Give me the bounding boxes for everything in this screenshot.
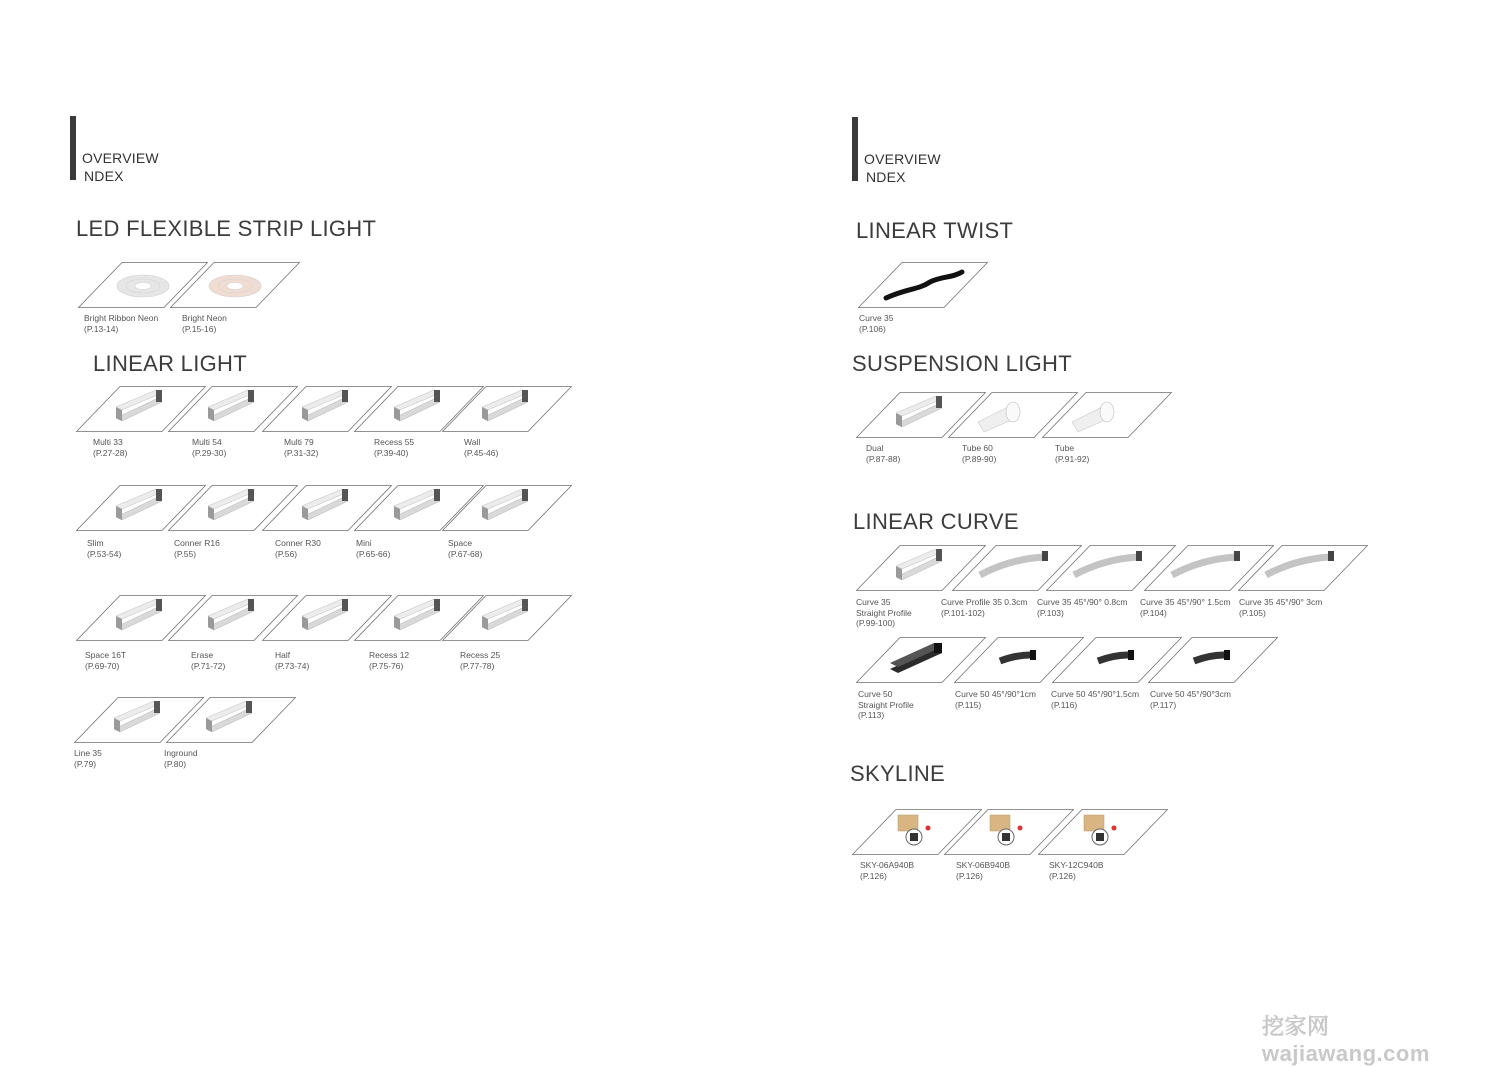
product-name: Bright Ribbon Neon xyxy=(84,313,159,323)
product-caption xyxy=(356,538,390,559)
product-caption xyxy=(1055,443,1089,464)
product-pages: (P.45-46) xyxy=(464,447,499,458)
product-name: Curve 35 45°/90° 1.5cm xyxy=(1140,597,1231,607)
product-name: Conner R16 xyxy=(174,538,220,548)
product-name: Inground xyxy=(164,748,198,758)
section-title-linear-curve: LINEAR CURVE xyxy=(853,509,1019,534)
product-tile xyxy=(170,262,300,308)
product-name: Multi 54 xyxy=(192,437,222,447)
product-caption xyxy=(460,650,500,671)
product-name: Tube 60 xyxy=(962,443,993,453)
product-caption xyxy=(284,437,318,458)
product-pages: (P.117) xyxy=(1150,699,1177,710)
product-pages: (P.79) xyxy=(74,758,97,769)
product-caption xyxy=(369,650,409,671)
product-name: Space xyxy=(448,538,473,548)
product-caption xyxy=(448,538,482,559)
product-pages: (P.56) xyxy=(275,548,298,559)
product-pages: (P.103) xyxy=(1037,607,1064,618)
product-caption xyxy=(941,597,1027,618)
product-caption xyxy=(1239,597,1322,618)
product-caption xyxy=(860,860,914,881)
product-pages: (P.104) xyxy=(1140,607,1167,618)
product-pages: (P.126) xyxy=(1049,870,1076,881)
coil-warm-icon xyxy=(209,275,261,297)
product-name: Curve 35 xyxy=(856,597,891,607)
product-tile-frame xyxy=(166,697,296,743)
product-caption xyxy=(962,443,996,464)
product-caption xyxy=(858,689,914,721)
product-name: Curve 50 45°/90°1cm xyxy=(955,689,1036,699)
product-tile-frame xyxy=(1238,545,1368,591)
product-name: Line 35 xyxy=(74,748,102,758)
product-pages: (P.99-100) xyxy=(856,618,896,628)
product-name: SKY-12C940B xyxy=(1049,860,1104,870)
product-caption xyxy=(174,538,220,559)
product-tile-frame xyxy=(442,386,572,432)
tile-outline xyxy=(1239,546,1368,591)
product-name: Curve 50 45°/90°1.5cm xyxy=(1051,689,1140,699)
product-pages: (P.126) xyxy=(860,870,887,881)
product-pages: (P.116) xyxy=(1051,699,1078,710)
product-pages: (P.39-40) xyxy=(374,447,409,458)
product-name: SKY-06A940B xyxy=(860,860,915,870)
watermark: 挖家网 wajiawang.com xyxy=(1262,1014,1430,1066)
section-title-linear-twist: LINEAR TWIST xyxy=(856,218,1014,243)
product-pages: (P.67-68) xyxy=(448,548,483,559)
product-tile-frame xyxy=(1038,809,1168,855)
product-pages: (P.75-76) xyxy=(369,660,404,671)
product-caption xyxy=(859,313,894,334)
product-pages: (P.71-72) xyxy=(191,660,226,671)
product-tile-frame xyxy=(442,485,572,531)
product-pages: (P.91-92) xyxy=(1055,453,1090,464)
section-title-suspension-light: SUSPENSION LIGHT xyxy=(852,351,1072,376)
product-tile xyxy=(1042,392,1172,438)
product-caption xyxy=(275,538,321,559)
product-name: Curve 35 xyxy=(859,313,894,323)
product-name: Curve 35 45°/90° 0.8cm xyxy=(1037,597,1128,607)
product-tile-frame xyxy=(170,262,300,308)
product-pages: (P.126) xyxy=(956,870,983,881)
section-title-led-flexible: LED FLEXIBLE STRIP LIGHT xyxy=(76,216,377,241)
product-caption xyxy=(464,437,498,458)
product-caption xyxy=(1049,860,1104,881)
product-pages: (P.101-102) xyxy=(941,607,985,618)
product-name: Wall xyxy=(464,437,481,447)
product-name: Mini xyxy=(356,538,372,548)
product-caption xyxy=(1037,597,1127,618)
product-pages: (P.73-74) xyxy=(275,660,310,671)
product-caption xyxy=(192,437,226,458)
product-caption xyxy=(275,650,309,671)
overview-header xyxy=(864,150,941,186)
product-name: Multi 33 xyxy=(93,437,123,447)
product-name: Tube xyxy=(1055,443,1075,453)
coil-icon xyxy=(117,275,169,297)
product-caption xyxy=(866,443,900,464)
product-pages: (P.27-28) xyxy=(93,447,128,458)
product-tile-frame xyxy=(1042,392,1172,438)
product-pages: (P.31-32) xyxy=(284,447,319,458)
product-caption xyxy=(956,860,1010,881)
product-pages: (P.69-70) xyxy=(85,660,120,671)
product-pages: (P.80) xyxy=(164,758,187,769)
product-tile xyxy=(1238,545,1368,591)
product-caption xyxy=(955,689,1036,710)
product-pages: (P.105) xyxy=(1239,607,1266,618)
product-tile xyxy=(442,485,572,531)
product-name: Slim xyxy=(87,538,104,548)
product-name: Bright Neon xyxy=(182,313,227,323)
product-tile-frame xyxy=(1148,637,1278,683)
product-pages: (P.89-90) xyxy=(962,453,997,464)
product-caption xyxy=(87,538,121,559)
product-pages: (P.13-14) xyxy=(84,323,119,334)
product-caption xyxy=(191,650,225,671)
product-caption xyxy=(85,650,126,671)
product-pages: (P.113) xyxy=(858,710,885,720)
product-pages: (P.77-78) xyxy=(460,660,495,671)
product-tile xyxy=(858,262,988,308)
product-subtitle: Straight Profile xyxy=(858,699,914,710)
product-pages: (P.87-88) xyxy=(866,453,901,464)
product-name: Conner R30 xyxy=(275,538,321,548)
product-pages: (P.65-66) xyxy=(356,548,391,559)
product-name: Erase xyxy=(191,650,214,660)
product-name: Recess 25 xyxy=(460,650,501,660)
header-line2: NDEX xyxy=(866,169,906,185)
product-name: Dual xyxy=(866,443,884,453)
product-caption xyxy=(182,313,227,334)
product-name: Space 16T xyxy=(85,650,127,660)
product-tile-frame xyxy=(442,595,572,641)
tile-outline xyxy=(1149,638,1278,683)
product-caption xyxy=(74,748,102,769)
product-caption xyxy=(374,437,414,458)
product-name: Multi 79 xyxy=(284,437,314,447)
product-name: Curve 35 45°/90° 3cm xyxy=(1239,597,1323,607)
product-name: Curve Profile 35 0.3cm xyxy=(941,597,1028,607)
product-name: SKY-06B940B xyxy=(956,860,1011,870)
product-name: Half xyxy=(275,650,291,660)
product-subtitle: Straight Profile xyxy=(856,607,912,618)
product-pages: (P.15-16) xyxy=(182,323,217,334)
product-tile xyxy=(442,386,572,432)
product-name: Curve 50 45°/90°3cm xyxy=(1150,689,1231,699)
product-caption xyxy=(84,313,158,334)
product-name: Curve 50 xyxy=(858,689,893,699)
product-pages: (P.106) xyxy=(859,323,886,334)
product-tile xyxy=(1148,637,1278,683)
header-bar xyxy=(70,116,76,180)
product-caption xyxy=(93,437,127,458)
header-line1: OVERVIEW xyxy=(864,151,941,167)
product-name: Recess 12 xyxy=(369,650,410,660)
product-pages: (P.115) xyxy=(955,699,982,710)
product-tile xyxy=(166,697,296,743)
overview-header xyxy=(82,149,159,185)
product-caption xyxy=(1051,689,1139,710)
product-pages: (P.55) xyxy=(174,548,197,559)
product-pages: (P.29-30) xyxy=(192,447,227,458)
product-pages: (P.53-54) xyxy=(87,548,122,559)
product-caption xyxy=(856,597,912,629)
product-caption xyxy=(1140,597,1230,618)
product-caption xyxy=(164,748,198,769)
product-tile xyxy=(1038,809,1168,855)
section-title-linear-light: LINEAR LIGHT xyxy=(93,351,247,376)
header-line2: NDEX xyxy=(84,168,124,184)
section-title-skyline: SKYLINE xyxy=(850,761,946,786)
product-name: Recess 55 xyxy=(374,437,415,447)
header-bar xyxy=(852,117,858,181)
product-tile xyxy=(442,595,572,641)
product-caption xyxy=(1150,689,1231,710)
header-line1: OVERVIEW xyxy=(82,150,159,166)
product-tile-frame xyxy=(858,262,988,308)
